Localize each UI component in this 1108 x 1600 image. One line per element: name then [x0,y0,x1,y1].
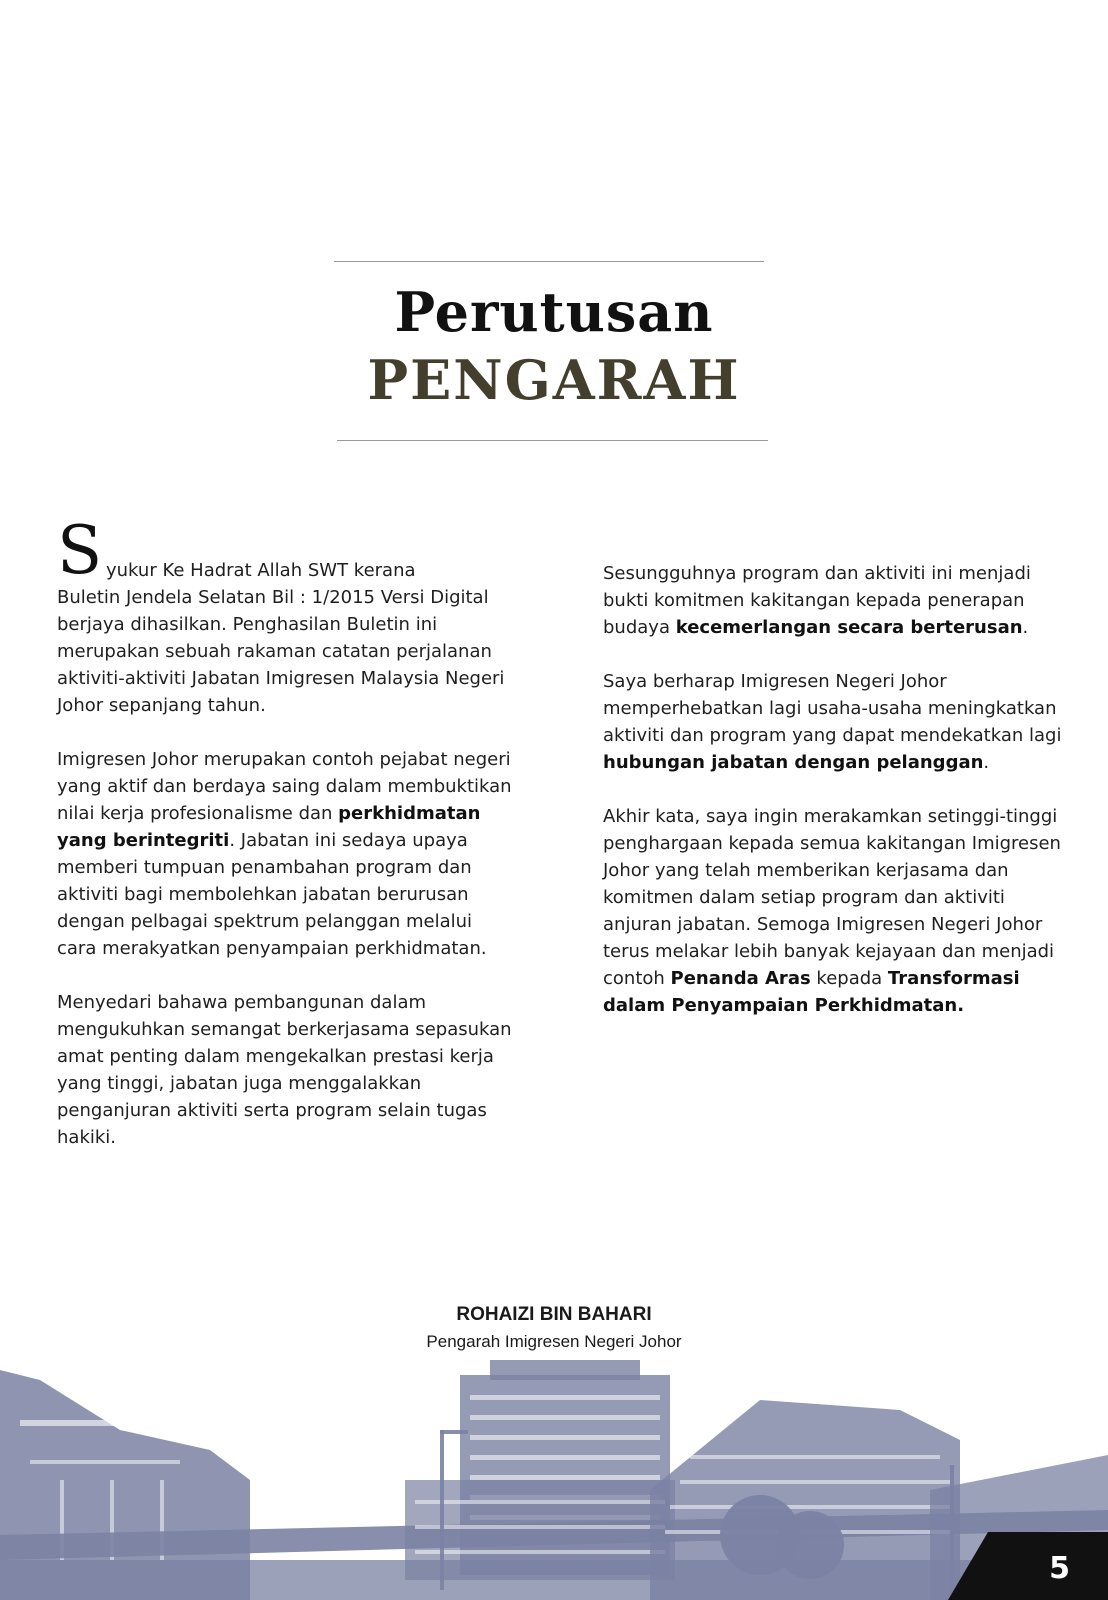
paragraph-4-text-a: Sesungguhnya program dan aktiviti ini menjadi bukti komitmen kakitangan kepada penerapan budaya [603,563,1031,638]
page-title-line2: PENGARAH [367,348,741,412]
page-number: 5 [1049,1551,1070,1586]
paragraph-1 [57,512,512,719]
page-number-box [948,1532,1108,1600]
paragraph-5 [603,668,1063,776]
paragraph-6-text-a: Akhir kata, saya ingin merakamkan setinggi-tinggi penghargaan kepada semua kakitangan Imigresen Johor yang telah memberikan kerjasama dan komitmen dalam setiap program dan aktiviti anjuran jabatan. Semoga Imigresen Negeri Johor terus melakar lebih banyak kejayaan dan menjadi contoh [603,806,1061,989]
left-column [57,512,512,1178]
city-skyline-illustration [0,1360,1108,1600]
paragraph-2-text-a: Imigresen Johor merupakan contoh pejabat negeri yang aktif dan berdaya saing dalam membuktikan nilai kerja profesionalisme dan [57,749,512,824]
dropcap-first-line: yukur Ke Hadrat Allah SWT kerana [106,560,416,581]
paragraph-2-bold: perkhidmatan yang berintegriti [57,803,481,851]
title-bottom-rule [337,440,768,441]
paragraph-4-text-b: . [1022,617,1029,638]
paragraph-4-bold: kecemerlangan secara berterusan [675,617,1023,638]
paragraph-6-bold-2: Transformasi dalam Penyampaian Perkhidmatan. [603,968,1020,1016]
signature-title: Pengarah Imigresen Negeri Johor [426,1332,682,1351]
paragraph-5-text-a: Saya berharap Imigresen Negeri Johor memperhebatkan lagi usaha-usaha meningkatkan aktiviti dan program yang dapat mendekatkan lagi [603,671,1062,746]
paragraph-3: Menyedari bahawa pembangunan dalam mengukuhkan semangat berkerjasama sepasukan amat penting dalam mengekalkan prestasi kerja yang tinggi, jabatan juga menggalakkan penganjuran aktiviti serta program selain tugas hakiki. [57,992,512,1148]
paragraph-4 [603,560,1063,641]
signature-name: ROHAIZI BIN BAHARI [456,1304,652,1325]
paragraph-1-rest: Buletin Jendela Selatan Bil : 1/2015 Versi Digital berjaya dihasilkan. Penghasilan Buletin ini merupakan sebuah rakaman catatan perjalanan aktiviti-aktiviti Jabatan Imigresen Malaysia Negeri Johor sepanjang tahun. [57,587,505,716]
right-column [603,560,1063,1046]
page-title-line1: Perutusan [394,280,714,344]
title-top-rule [334,261,764,262]
paragraph-2-text-b: . Jabatan ini sedaya upaya memberi tumpuan penambahan program dan aktiviti bagi membolehkan jabatan berurusan dengan pelbagai spektrum pelanggan melalui cara merakyatkan penyampaian perkhidmatan. [57,830,487,959]
paragraph-5-bold: hubungan jabatan dengan pelanggan [603,752,984,773]
paragraph-2 [57,746,512,962]
paragraph-6-text-mid: kepada [810,968,888,989]
paragraph-5-text-b: . [983,752,990,773]
paragraph-6 [603,803,1063,1019]
dropcap: S [57,512,103,589]
paragraph-6-bold-1: Penanda Aras [670,968,811,989]
dropcap-line [57,512,416,589]
